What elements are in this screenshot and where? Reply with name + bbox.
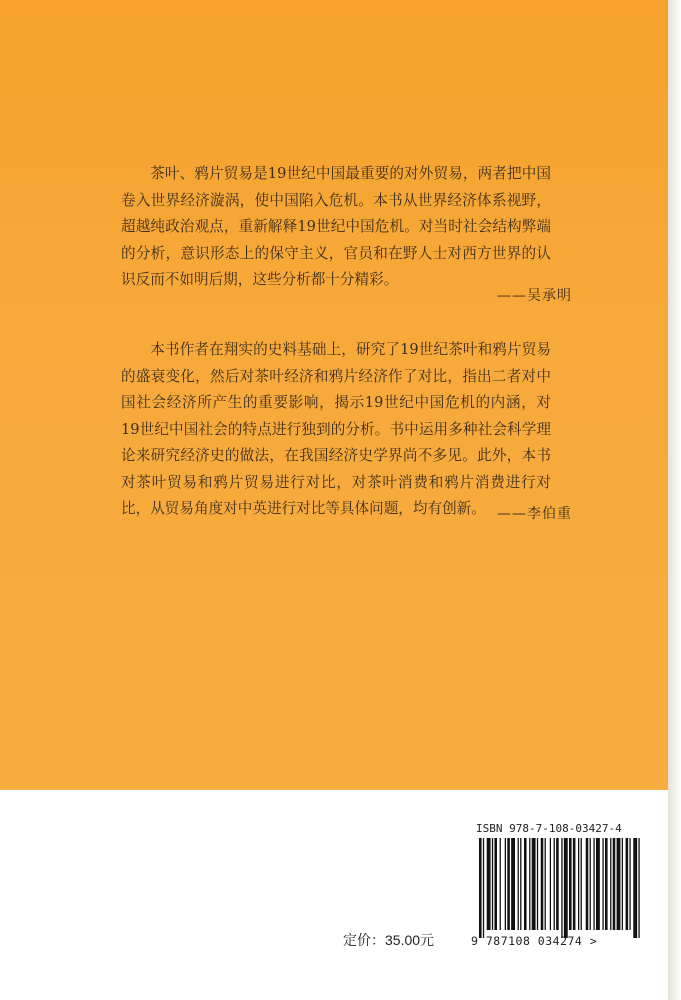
barcode-bar bbox=[622, 838, 623, 930]
barcode-bar bbox=[586, 838, 589, 930]
barcode-bar bbox=[500, 838, 501, 930]
barcode-bar bbox=[505, 838, 506, 930]
barcode-digits: 9 787108 034274 > bbox=[471, 934, 598, 948]
barcode-bar bbox=[541, 838, 544, 930]
barcode-bar bbox=[524, 838, 527, 930]
barcode-bar bbox=[578, 838, 579, 930]
barcode-bar bbox=[479, 838, 482, 938]
barcode-icon bbox=[479, 838, 641, 938]
barcode-bar bbox=[629, 838, 630, 930]
barcode-bar bbox=[610, 838, 611, 930]
barcode-bar bbox=[617, 838, 621, 930]
barcode-bar bbox=[556, 838, 559, 930]
review-1-attribution: ——吴承明 bbox=[497, 288, 572, 304]
barcode-bar bbox=[561, 838, 562, 938]
barcode-block bbox=[471, 838, 661, 954]
barcode-bar bbox=[483, 838, 484, 938]
barcode-bar bbox=[605, 838, 608, 930]
barcode-bar bbox=[626, 838, 629, 930]
barcode-bar bbox=[633, 838, 637, 938]
barcode-bar bbox=[581, 838, 582, 930]
barcode-bar bbox=[613, 838, 616, 930]
barcode-bar bbox=[564, 838, 568, 938]
barcode-bar bbox=[494, 838, 497, 930]
barcode-bar bbox=[537, 838, 538, 930]
review-1-text: 茶叶、鸦片贸易是19世纪中国最重要的对外贸易，两者把中国卷入世界经济漩涡，使中国陷入危机。本书从世界经济体系视野，超越纯政治观点，重新解释19世纪中国危机。对当时社会结构弊端的分析，意识形态上的保守主义，官员和在野人士对西方世界的认识反而不如明后期，这些分析都十分精彩。 bbox=[121, 165, 551, 288]
barcode-bar bbox=[638, 838, 639, 938]
price-label: 定价：35.00元 bbox=[343, 932, 435, 948]
review-passage-1 bbox=[121, 161, 551, 294]
spine-edge bbox=[668, 0, 681, 1000]
review-passage-2 bbox=[121, 337, 551, 523]
barcode-bar bbox=[569, 838, 572, 930]
barcode-bar bbox=[573, 838, 576, 930]
isbn-label: ISBN 978-7-108-03427-4 bbox=[476, 822, 622, 835]
barcode-bar bbox=[593, 838, 594, 930]
barcode-bar bbox=[550, 838, 551, 930]
barcode-bar bbox=[507, 838, 510, 930]
barcode-bar bbox=[492, 838, 493, 930]
review-2-text: 本书作者在翔实的史料基础上，研究了19世纪茶叶和鸦片贸易的盛衰变化，然后对茶叶经济和鸦片经济作了对比，指出二者对中国社会经济所产生的重要影响，揭示19世纪中国危机的内涵，对19世纪中国社会的特点进行独到的分析。书中运用多种社会科学理论来研究经济史的做法，在我国经济史学界尚不多见。此外，本书对茶叶贸易和鸦片贸易进行对比，对茶叶消费和鸦片消费进行对比，从贸易角度对中英进行对比等具体问题，均有创新。 bbox=[121, 341, 551, 517]
barcode-bar bbox=[602, 838, 603, 930]
barcode-bar bbox=[532, 838, 536, 930]
barcode-bar bbox=[487, 838, 491, 930]
barcode-bar bbox=[529, 838, 530, 930]
barcode-bar bbox=[590, 838, 591, 930]
barcode-bar bbox=[596, 838, 600, 930]
barcode-bar bbox=[554, 838, 555, 930]
barcode-bar bbox=[520, 838, 521, 930]
barcode-bar bbox=[518, 838, 519, 930]
barcode-bar bbox=[545, 838, 546, 930]
barcode-bar bbox=[511, 838, 515, 930]
review-2-attribution: ——李伯重 bbox=[497, 506, 572, 522]
